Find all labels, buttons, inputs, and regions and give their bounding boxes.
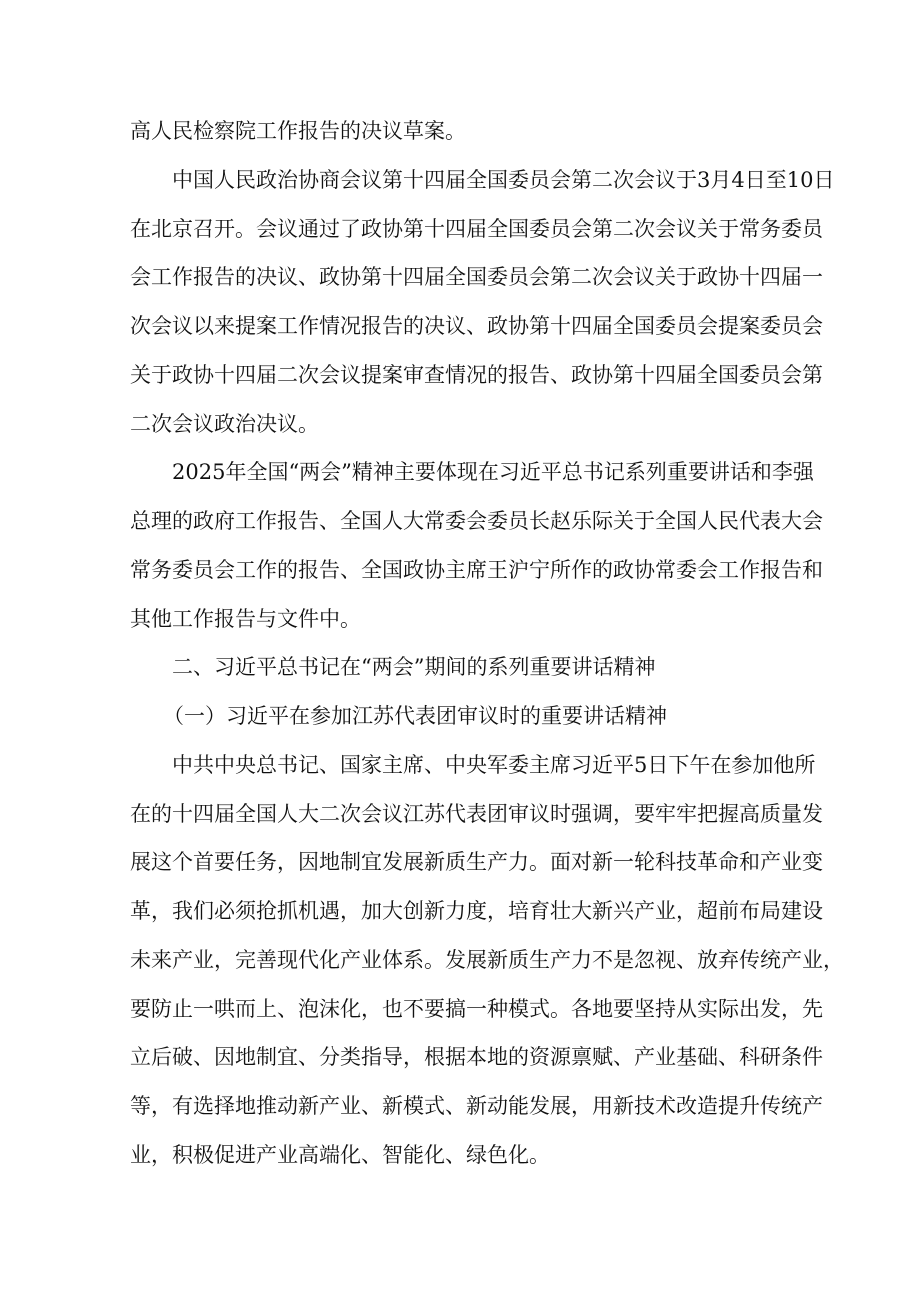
body-line: 要防止一哄而上、泡沫化，也不要搞一种模式。各地要坚持从实际出发，先 — [130, 997, 823, 1021]
body-line: 二次会议政治决议。 — [130, 412, 319, 436]
body-line: 立后破、因地制宜、分类指导，根据本地的资源禀赋、产业基础、科研条件 — [130, 1045, 823, 1069]
body-line: 未来产业，完善现代化产业体系。发展新质生产力不是忽视、放弃传统产业， — [130, 948, 844, 972]
paragraph-first-line: 中国人民政治协商会议第十四届全国委员会第二次会议于3月4日至10日 — [172, 168, 835, 192]
paragraph-first-line: 2025年全国“两会”精神主要体现在习近平总书记系列重要讲话和李强 — [172, 460, 814, 484]
body-line: 革，我们必须抢抓机遇，加大创新力度，培育壮大新兴产业，超前布局建设 — [130, 899, 823, 923]
body-line: 展这个首要任务，因地制宜发展新质生产力。面对新一轮科技革命和产业变 — [130, 850, 823, 874]
body-line: 常务委员会工作的报告、全国政协主席王沪宁所作的政协常委会工作报告和 — [130, 558, 823, 582]
body-line: 其他工作报告与文件中。 — [130, 607, 361, 631]
body-line: 高人民检察院工作报告的决议草案。 — [130, 119, 466, 143]
subsection-heading: （一）习近平在参加江苏代表团审议时的重要讲话精神 — [163, 704, 667, 728]
body-line: 会工作报告的决议、政协第十四届全国委员会第二次会议关于政协十四届一 — [130, 265, 823, 289]
body-line: 次会议以来提案工作情况报告的决议、政协第十四届全国委员会提案委员会 — [130, 314, 823, 338]
body-line: 关于政协十四届二次会议提案审查情况的报告、政协第十四届全国委员会第 — [130, 363, 823, 387]
body-line: 总理的政府工作报告、全国人大常委会委员长赵乐际关于全国人民代表大会 — [130, 509, 823, 533]
body-line: 业，积极促进产业高端化、智能化、绿色化。 — [130, 1143, 550, 1167]
body-line: 在的十四届全国人大二次会议江苏代表团审议时强调，要牢牢把握高质量发 — [130, 802, 823, 826]
body-line: 在北京召开。会议通过了政协第十四届全国委员会第二次会议关于常务委员 — [130, 217, 823, 241]
section-heading: 二、习近平总书记在“两会”期间的系列重要讲话精神 — [172, 655, 656, 679]
body-line: 等，有选择地推动新产业、新模式、新动能发展，用新技术改造提升传统产 — [130, 1094, 823, 1118]
paragraph-first-line: 中共中央总书记、国家主席、中央军委主席习近平5日下午在参加他所 — [172, 753, 816, 777]
